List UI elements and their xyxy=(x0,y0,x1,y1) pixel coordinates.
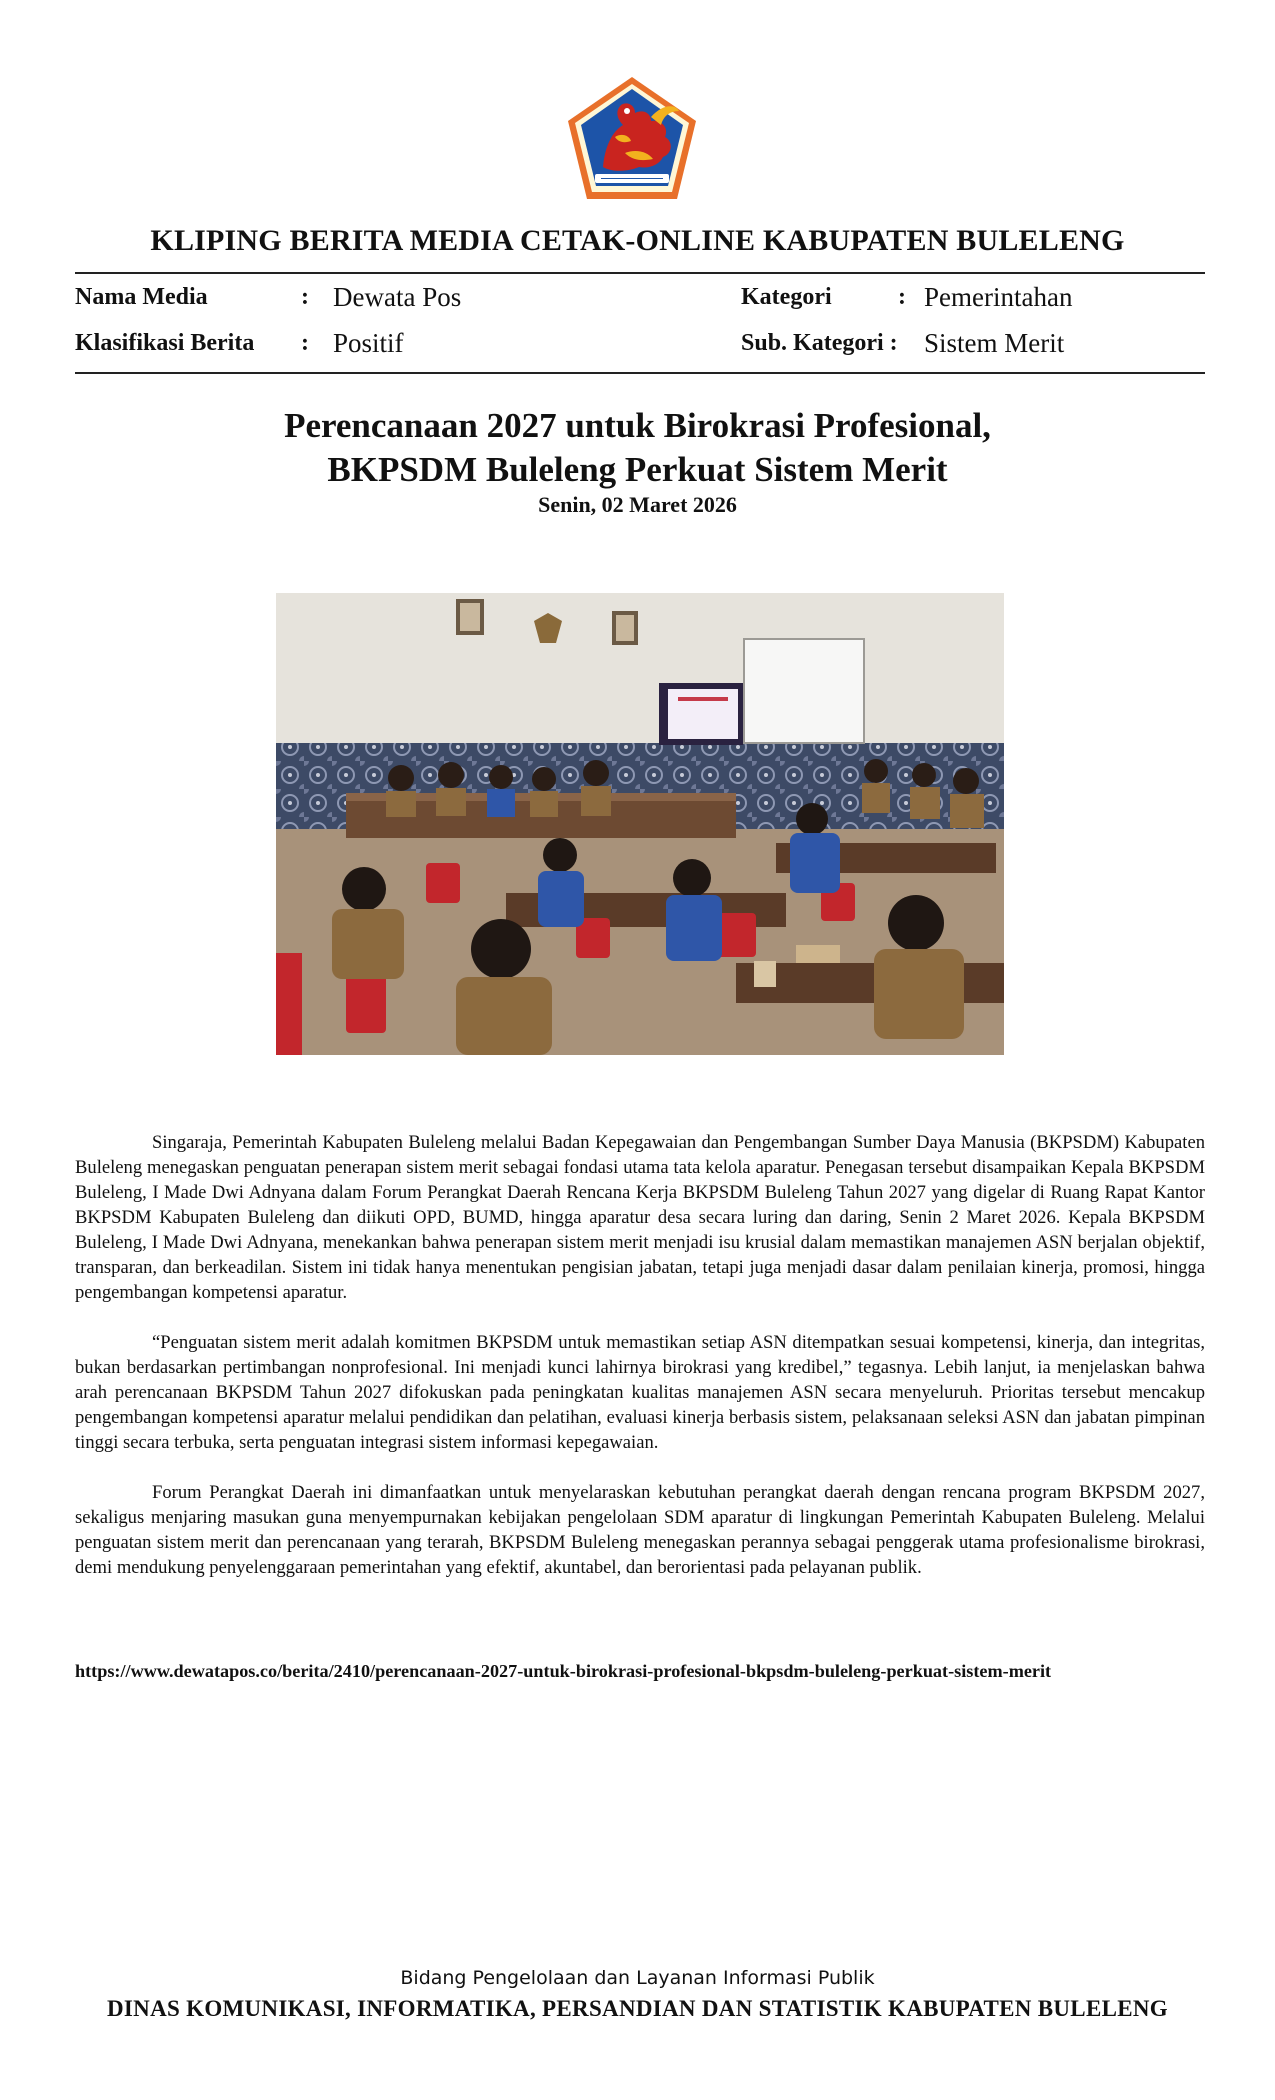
klasifikasi-label: Klasifikasi Berita xyxy=(75,330,255,356)
article-paragraph-3: Forum Perangkat Daerah ini dimanfaatkan untuk menyelaraskan kebutuhan perangkat daerah dengan rencana program BKPSDM 2027, sekaligus menjaring masukan guna menyempurnakan kebijakan pengelolaan SDM aparatur di lingkungan Pemerintah Kabupaten Buleleng. Melalui penguatan sistem merit dan perencanaan yang terarah, BKPSDM Buleleng menegaskan perannya sebagai penggerak utama profesionalisme birokrasi, demi mendukung penyelenggaraan pemerintahan yang efektif, akuntabel, dan berorientasi pada pelayanan publik. xyxy=(75,1482,1205,1578)
kategori-value: Pemerintahan xyxy=(924,282,1073,312)
media-value: Dewata Pos xyxy=(333,282,462,312)
footer-division: Bidang Pengelolaan dan Layanan Informasi Publik xyxy=(400,1967,875,1989)
kategori-colon: : xyxy=(898,284,906,310)
klasifikasi-value: Positif xyxy=(333,328,404,358)
header-divider-bottom xyxy=(75,372,1205,374)
article-body xyxy=(75,1130,1205,1605)
klasifikasi-colon: : xyxy=(301,330,309,356)
regency-logo xyxy=(565,75,699,201)
article-paragraph-2: “Penguatan sistem merit adalah komitmen BKPSDM untuk memastikan setiap ASN ditempatkan sesuai kompetensi, kinerja, dan integritas, bukan berdasarkan pertimbangan nonprofesional. Ini menjadi kunci lahirnya birokrasi yang kredibel,” tegasnya. Lebih lanjut, ia menjelaskan bahwa arah perencanaan BKPSDM Tahun 2027 difokuskan pada peningkatan kualitas manajemen ASN secara menyeluruh. Prioritas tersebut mencakup pengembangan kompetensi aparatur melalui pendidikan dan pelatihan, evaluasi kinerja berbasis sistem, pelaksanaan seleksi ASN dan jabatan pimpinan tinggi secara terbuka, serta penguatan integrasi sistem informasi kepegawaian. xyxy=(75,1332,1205,1453)
article-title-line-1: Perencanaan 2027 untuk Birokrasi Profesional, xyxy=(284,406,991,445)
header-divider-top xyxy=(75,272,1205,274)
media-label: Nama Media xyxy=(75,284,208,310)
subkategori-label: Sub. Kategori : xyxy=(741,330,898,356)
subkategori-value: Sistem Merit xyxy=(924,328,1065,358)
article-date: Senin, 02 Maret 2026 xyxy=(538,492,737,517)
article-paragraph-1: Singaraja, Pemerintah Kabupaten Buleleng melalui Badan Kepegawaian dan Pengembangan Sumber Daya Manusia (BKPSDM) Kabupaten Buleleng menegaskan penguatan penerapan sistem merit sebagai fondasi utama tata kelola aparatur. Penegasan tersebut disampaikan Kepala BKPSDM Buleleng, I Made Dwi Adnyana dalam Forum Perangkat Daerah Rencana Kerja BKPSDM Buleleng Tahun 2027 yang digelar di Ruang Rapat Kantor BKPSDM Kabupaten Buleleng dan diikuti OPD, BUMD, hingga aparatur desa secara luring dan daring, Senin 2 Maret 2026. Kepala BKPSDM Buleleng, I Made Dwi Adnyana, menekankan bahwa penerapan sistem merit menjadi isu krusial dalam memastikan manajemen ASN berjalan objektif, transparan, dan berkeadilan. Sistem ini tidak hanya menentukan pengisian jabatan, tetapi juga menjadi dasar dalam penilaian kinerja, promosi, hingga pengembangan kompetensi aparatur. xyxy=(75,1132,1205,1303)
source-url-link[interactable]: https://www.dewatapos.co/berita/2410/perencanaan-2027-untuk-birokrasi-profesional-bkpsdm-buleleng-perkuat-sistem-merit xyxy=(75,1661,1052,1681)
clipping-header-title: KLIPING BERITA MEDIA CETAK-ONLINE KABUPATEN BULELENG xyxy=(150,224,1125,257)
footer-agency: DINAS KOMUNIKASI, INFORMATIKA, PERSANDIAN DAN STATISTIK KABUPATEN BULELENG xyxy=(107,1996,1168,2021)
kategori-label: Kategori xyxy=(741,284,832,310)
media-colon: : xyxy=(301,284,309,310)
article-photo xyxy=(276,593,1004,1055)
article-title-line-2: BKPSDM Buleleng Perkuat Sistem Merit xyxy=(327,450,948,489)
singa-ambara-raja-emblem xyxy=(565,75,699,201)
